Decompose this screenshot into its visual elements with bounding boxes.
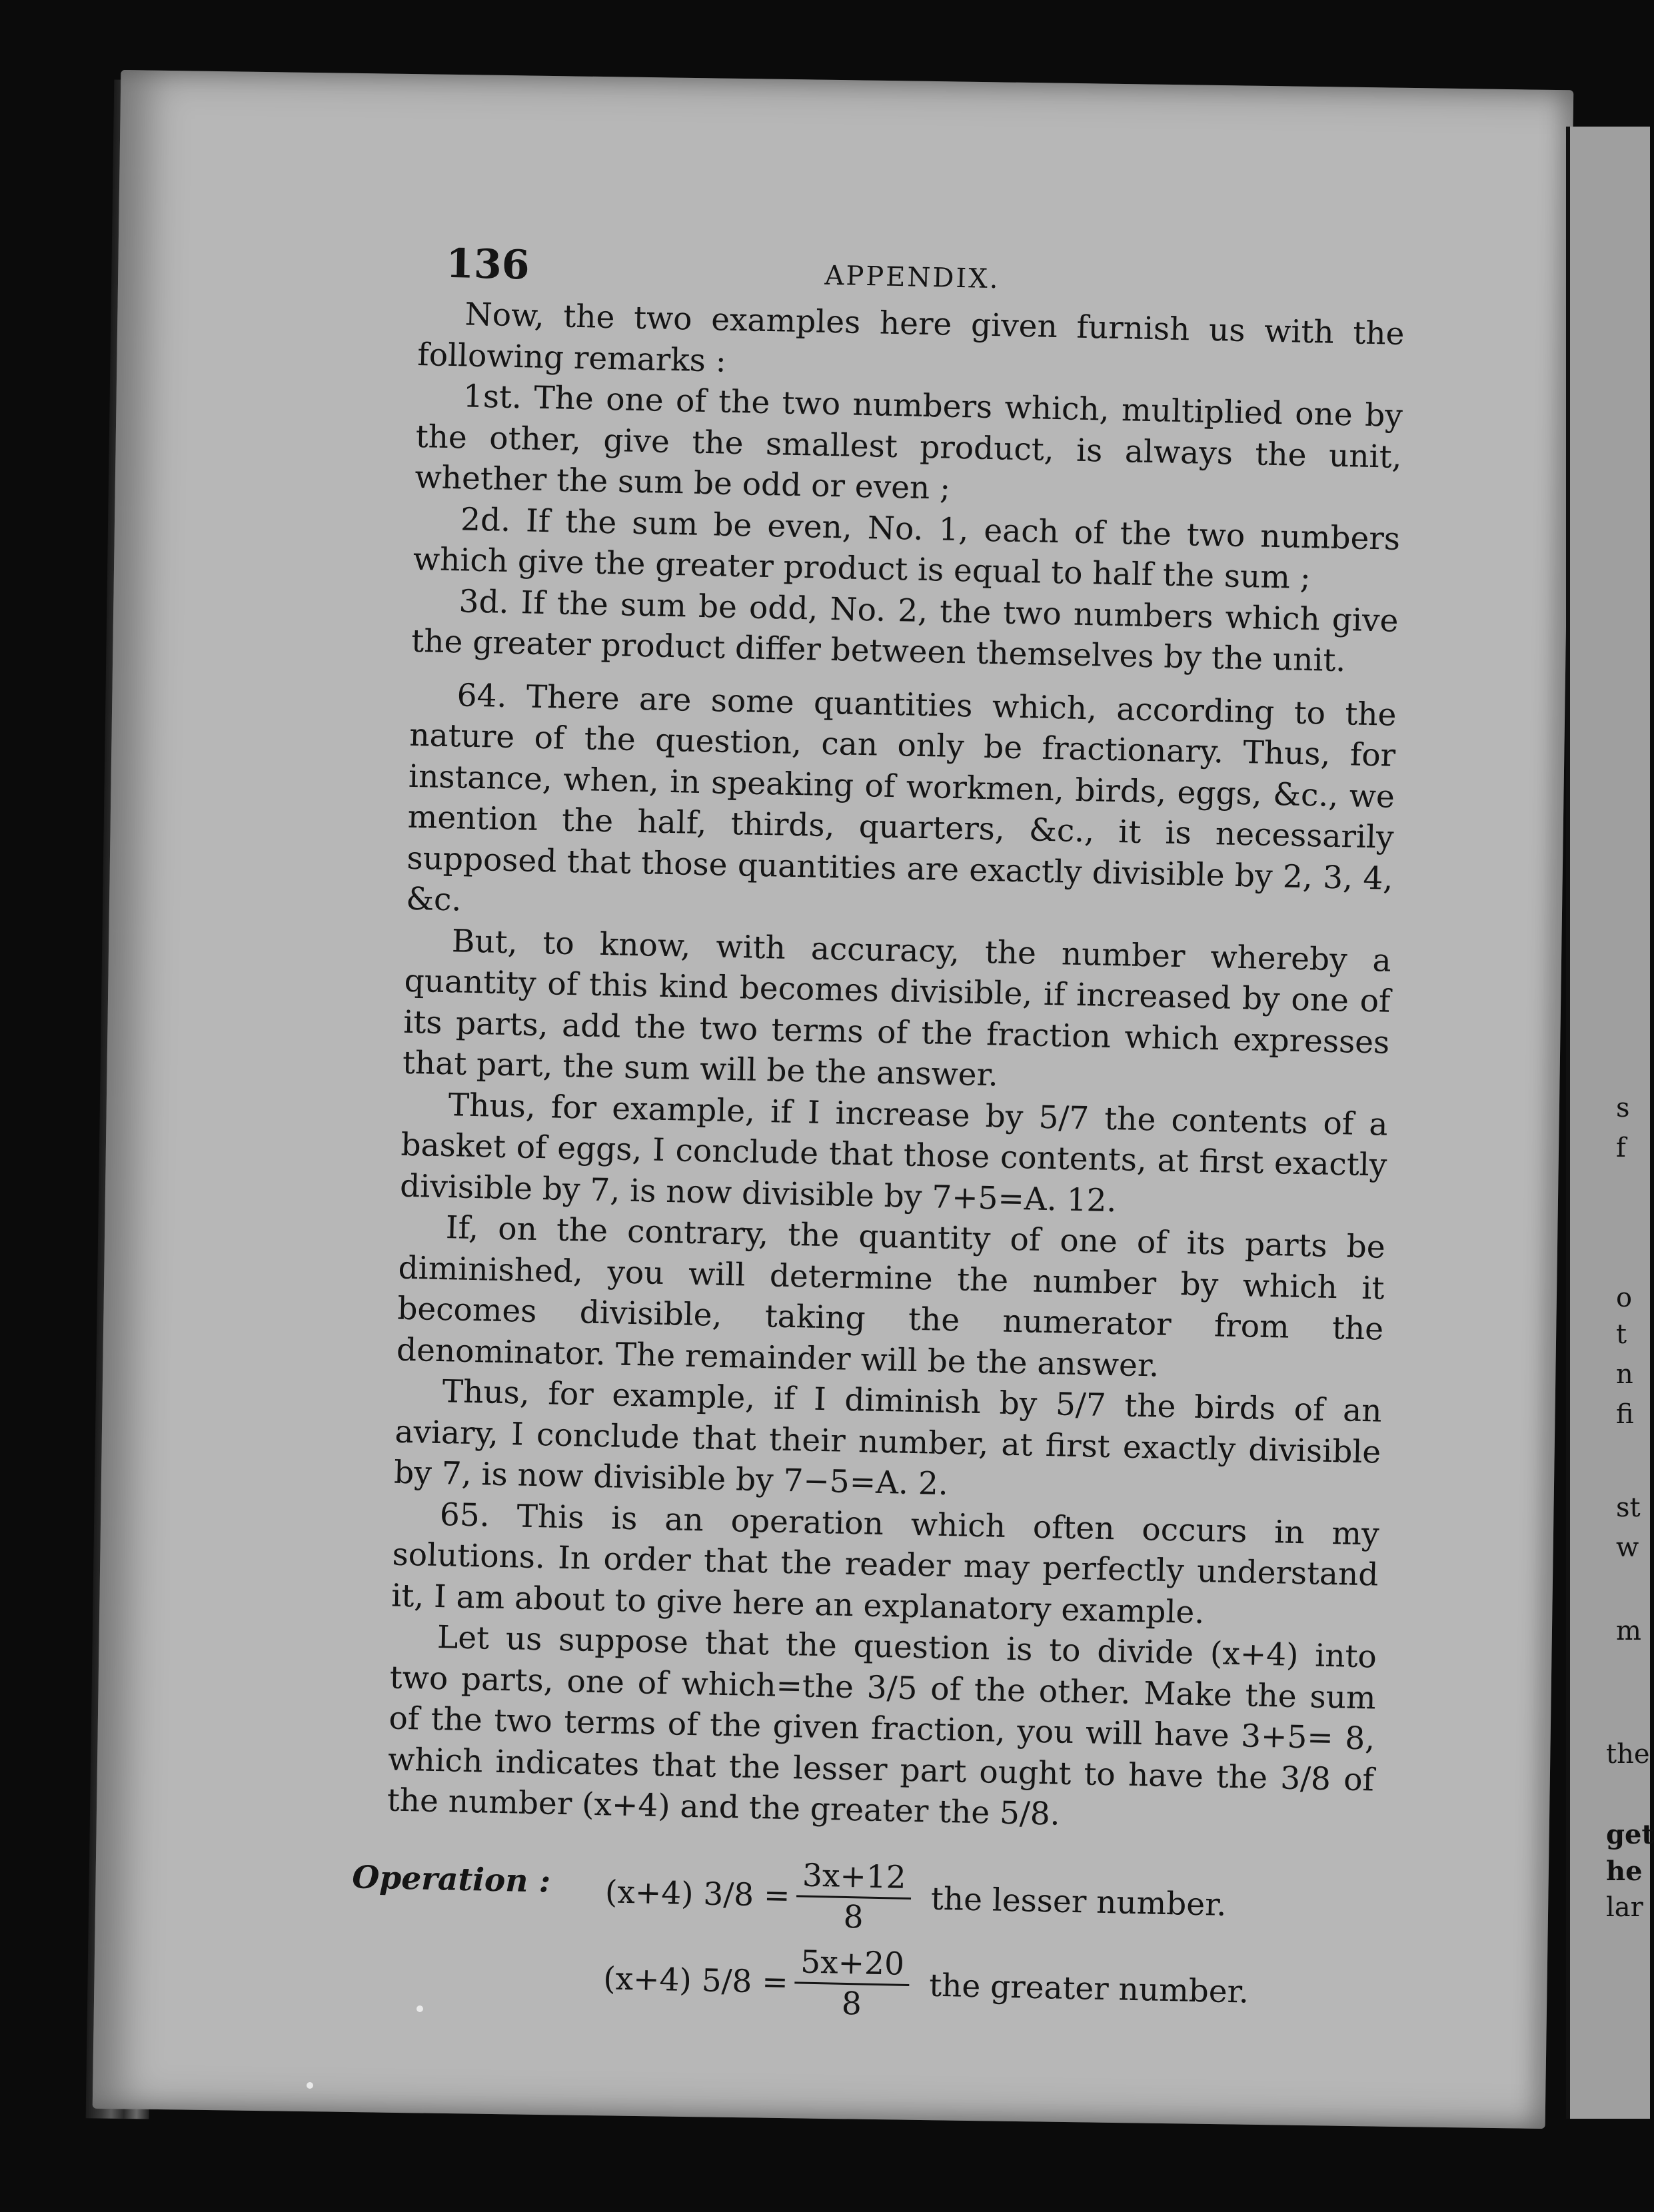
paragraph: 1st. The one of the two numbers which, multiplied one by the other, give the smallest product, is always the unit, whether the sum be odd or even ; — [414, 378, 1403, 507]
facing-page-fragment: lar — [1606, 1892, 1643, 1923]
operation-line-greater — [602, 1939, 1249, 2031]
facing-page-fragment: s — [1616, 1093, 1630, 1123]
paragraph: Let us suppose that the question is to divide (x+4) into two parts, one of which=the 3/5 of the other. Make the sum of the two terms of the given fraction, you will have 3+5= 8, which indicates that the lesser part ought to have the 3/8 of the number (x+4) and the greater the 5/8. — [387, 1619, 1377, 1833]
page-speck — [416, 2005, 423, 2012]
operation-result-label: the greater number. — [928, 1967, 1249, 2011]
facing-page-fragment: get — [1606, 1819, 1654, 1850]
facing-page-fragment: w — [1616, 1532, 1639, 1563]
facing-page-fragment: he — [1606, 1856, 1643, 1887]
operation-result-label: the lesser number. — [930, 1880, 1227, 1924]
fraction-numerator: 3x+12 — [796, 1856, 912, 1900]
facing-page-fragment: the — [1606, 1739, 1650, 1770]
fraction-numerator: 5x+20 — [795, 1943, 910, 1986]
operation-fraction — [794, 1943, 910, 2025]
operation-line-lesser — [604, 1852, 1228, 1945]
paragraph: 65. This is an operation which often occurs in my solutions. In order that the reader may perfectly understand it, I am about to give here an explanatory example. — [391, 1496, 1380, 1631]
facing-page-fragment: st — [1616, 1492, 1641, 1523]
paragraph: Thus, for example, if I increase by 5/7 the contents of a basket of eggs, I conclude that those contents, at first exactly divisible by 7, is now divisible by 7+5=A. 12. — [399, 1086, 1389, 1219]
facing-page-fragment: n — [1616, 1359, 1633, 1390]
paragraph: Now, the two examples here given furnish us with the following remarks : — [416, 296, 1405, 380]
paragraph: 3d. If the sum be odd, No. 2, the two numbers which give the greater product differ between themselves by the unit. — [411, 582, 1399, 680]
operation-lhs: (x+4) 5/8 = — [602, 1959, 789, 2001]
facing-page-fragment: f — [1616, 1133, 1626, 1163]
operation-block — [351, 1848, 1372, 2041]
facing-page-fragment: m — [1616, 1616, 1641, 1646]
operation-fraction — [796, 1856, 912, 1938]
page-title: APPENDIX. — [824, 260, 1000, 295]
paragraph: Thus, for example, if I diminish by 5/7 the birds of an aviary, I conclude that their number, at first exactly divisible by 7, is now divisible by 7−5=A. 2. — [393, 1373, 1383, 1503]
facing-page-fragment: fi — [1616, 1399, 1634, 1430]
page-text — [351, 240, 1406, 2041]
fraction-denominator: 8 — [841, 1985, 862, 2022]
fraction-denominator: 8 — [843, 1898, 864, 1936]
facing-page-fragment: t — [1616, 1319, 1627, 1350]
paragraph: 64. There are some quantities which, according to the nature of the question, can only be fractionary. Thus, for instance, when, in speaking of workmen, birds, eggs, &c., we mention the half, thirds, quarters, &c., it is necessarily supposed that those quantities are exactly divisible by 2, 3, 4, &c. — [405, 676, 1397, 919]
page-number: 136 — [445, 240, 530, 289]
paragraph: 2d. If the sum be even, No. 1, each of the two numbers which give the greater product is equal to half the sum ; — [413, 500, 1401, 597]
paragraph: But, to know, with accuracy, the number whereby a quantity of this kind becomes divisible, if increased by one of its parts, add the two terms of the fraction which expresses that part, the sum will be the answer. — [402, 922, 1392, 1094]
page-speck — [307, 2082, 313, 2089]
operation-label: Operation : — [351, 1858, 551, 1900]
paragraph: If, on the contrary, the quantity of one of its parts be diminished, you will determine the number by which it becomes divisible, taking the numerator from the denominator. The remainder will be the answer. — [396, 1209, 1386, 1384]
facing-page-fragment: o — [1616, 1283, 1633, 1313]
operation-lhs: (x+4) 3/8 = — [604, 1873, 791, 1914]
